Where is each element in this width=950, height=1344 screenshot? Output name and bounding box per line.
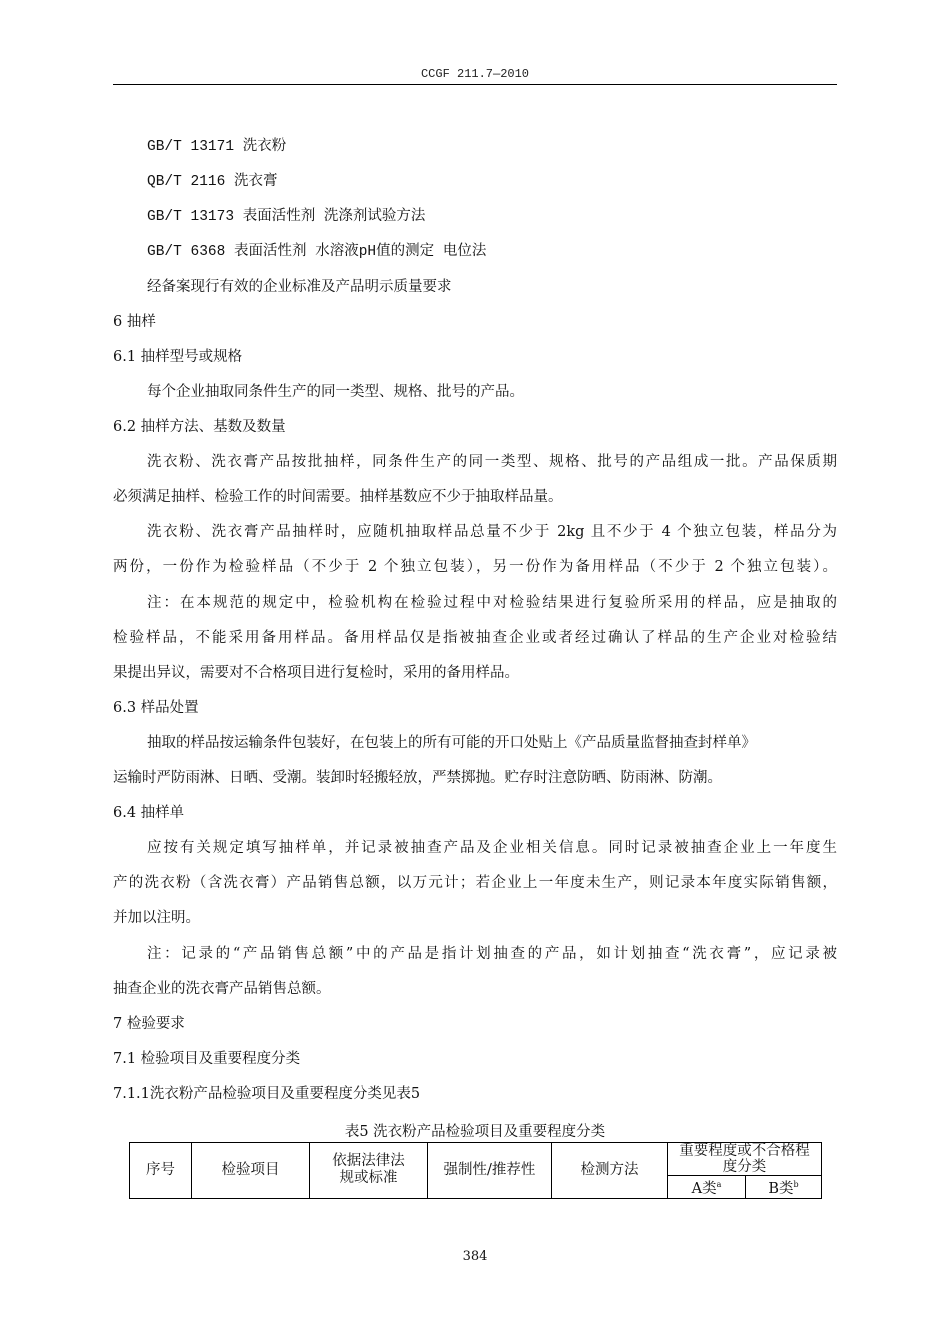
section-6-4-note-line2: 抽查企业的洗衣膏产品销售总额。 (113, 981, 331, 997)
section-6-2-para1-line2: 必须满足抽样、检验工作的时间需要。抽样基数应不少于抽取样品量。 (113, 489, 563, 505)
section-6-1-text: 每个企业抽取同条件生产的同一类型、规格、批号的产品。 (147, 384, 524, 400)
section-6-3-heading: 6.3 样品处置 (113, 700, 199, 716)
section-6-4-para-line1: 应按有关规定填写抽样单，并记录被抽查产品及企业相关信息。同时记录被抽查企业上一年度生 (147, 840, 837, 856)
header-legal-basis-text: 依据法律法规或标准 (332, 1153, 405, 1187)
ref-gbt13173: GB/T 13173 表面活性剂 洗涤剂试验方法 (147, 209, 426, 225)
header-standard-code: CCGF 211.7—2010 (420, 67, 530, 81)
section-6-heading: 6 抽样 (113, 314, 156, 330)
section-6-2-heading: 6.2 抽样方法、基数及数量 (113, 419, 286, 435)
header-legal-basis (310, 1143, 428, 1199)
section-6-4-para-line2: 产的洗衣粉（含洗衣膏）产品销售总额，以万元计；若企业上一年度未生产，则记录本年度实际销售额， (113, 875, 837, 891)
class-a-footnote-mark: a (716, 1180, 722, 1189)
header-mandatory-recommended: 强制性/推荐性 (428, 1143, 552, 1199)
section-6-2-para2-line1: 洗衣粉、洗衣膏产品抽样时，应随机抽取样品总量不少于 2kg 且不少于 4 个独立包装，样品分为 (147, 524, 837, 540)
section-7-1-heading: 7.1 检验项目及重要程度分类 (113, 1051, 301, 1067)
header-class-b (746, 1176, 822, 1199)
section-6-2-para1-line1: 洗衣粉、洗衣膏产品按批抽样，同条件生产的同一类型、规格、批号的产品组成一批。产品保质期 (147, 454, 837, 470)
inspection-items-table (129, 1142, 822, 1199)
section-7-1-1-text: 7.1.1洗衣粉产品检验项目及重要程度分类见表5 (113, 1086, 421, 1102)
ref-gbt6368: GB/T 6368 表面活性剂 水溶液pH值的测定 电位法 (147, 244, 487, 260)
table-caption: 表5 洗衣粉产品检验项目及重要程度分类 (344, 1124, 606, 1140)
header-importance-class (668, 1143, 822, 1176)
class-b-footnote-mark: b (793, 1180, 799, 1189)
header-inspection-item: 检验项目 (192, 1143, 310, 1199)
section-6-4-para-line3: 并加以注明。 (113, 910, 200, 926)
ref-qbt2116: QB/T 2116 洗衣膏 (147, 174, 278, 190)
header-rule (113, 84, 837, 85)
section-6-2-note-line2: 检验样品，不能采用备用样品。备用样品仅是指被抽查企业或者经过确认了样品的生产企业对检验结 (113, 630, 837, 646)
header-serial-no: 序号 (130, 1143, 192, 1199)
section-6-2-note-line3: 果提出异议，需要对不合格项目进行复检时，采用的备用样品。 (113, 665, 519, 681)
section-6-3-line2: 运输时严防雨淋、日晒、受潮。装卸时轻搬轻放，严禁掷抛。贮存时注意防晒、防雨淋、防潮。 (113, 770, 722, 786)
page-number: 384 (462, 1249, 488, 1264)
section-6-1-heading: 6.1 抽样型号或规格 (113, 349, 243, 365)
class-b-label: B类 (768, 1180, 794, 1197)
section-6-3-line1: 抽取的样品按运输条件包装好，在包装上的所有可能的开口处贴上《产品质量监督抽查封样单》 (147, 735, 756, 751)
ref-enterprise-standard: 经备案现行有效的企业标准及产品明示质量要求 (147, 279, 452, 295)
header-test-method: 检测方法 (552, 1143, 668, 1199)
ref-gbt13171: GB/T 13171 洗衣粉 (147, 139, 287, 155)
section-6-2-note-line1: 注：在本规范的规定中，检验机构在检验过程中对检验结果进行复验所采用的样品，应是抽取的 (147, 595, 837, 611)
section-6-4-note-line1: 注：记录的“产品销售总额”中的产品是指计划抽查的产品，如计划抽查“洗衣膏”，应记录被 (147, 946, 837, 962)
section-7-heading: 7 检验要求 (113, 1016, 185, 1032)
section-6-4-heading: 6.4 抽样单 (113, 805, 185, 821)
section-6-2-para2-line2: 两份，一份作为检验样品（不少于 2 个独立包装），另一份作为备用样品（不少于 2 个独立包装）。 (113, 559, 837, 575)
header-importance-class-text: 重要程度或不合格程度分类 (679, 1143, 810, 1175)
class-a-label: A类 (691, 1180, 717, 1197)
header-class-a (668, 1176, 746, 1199)
